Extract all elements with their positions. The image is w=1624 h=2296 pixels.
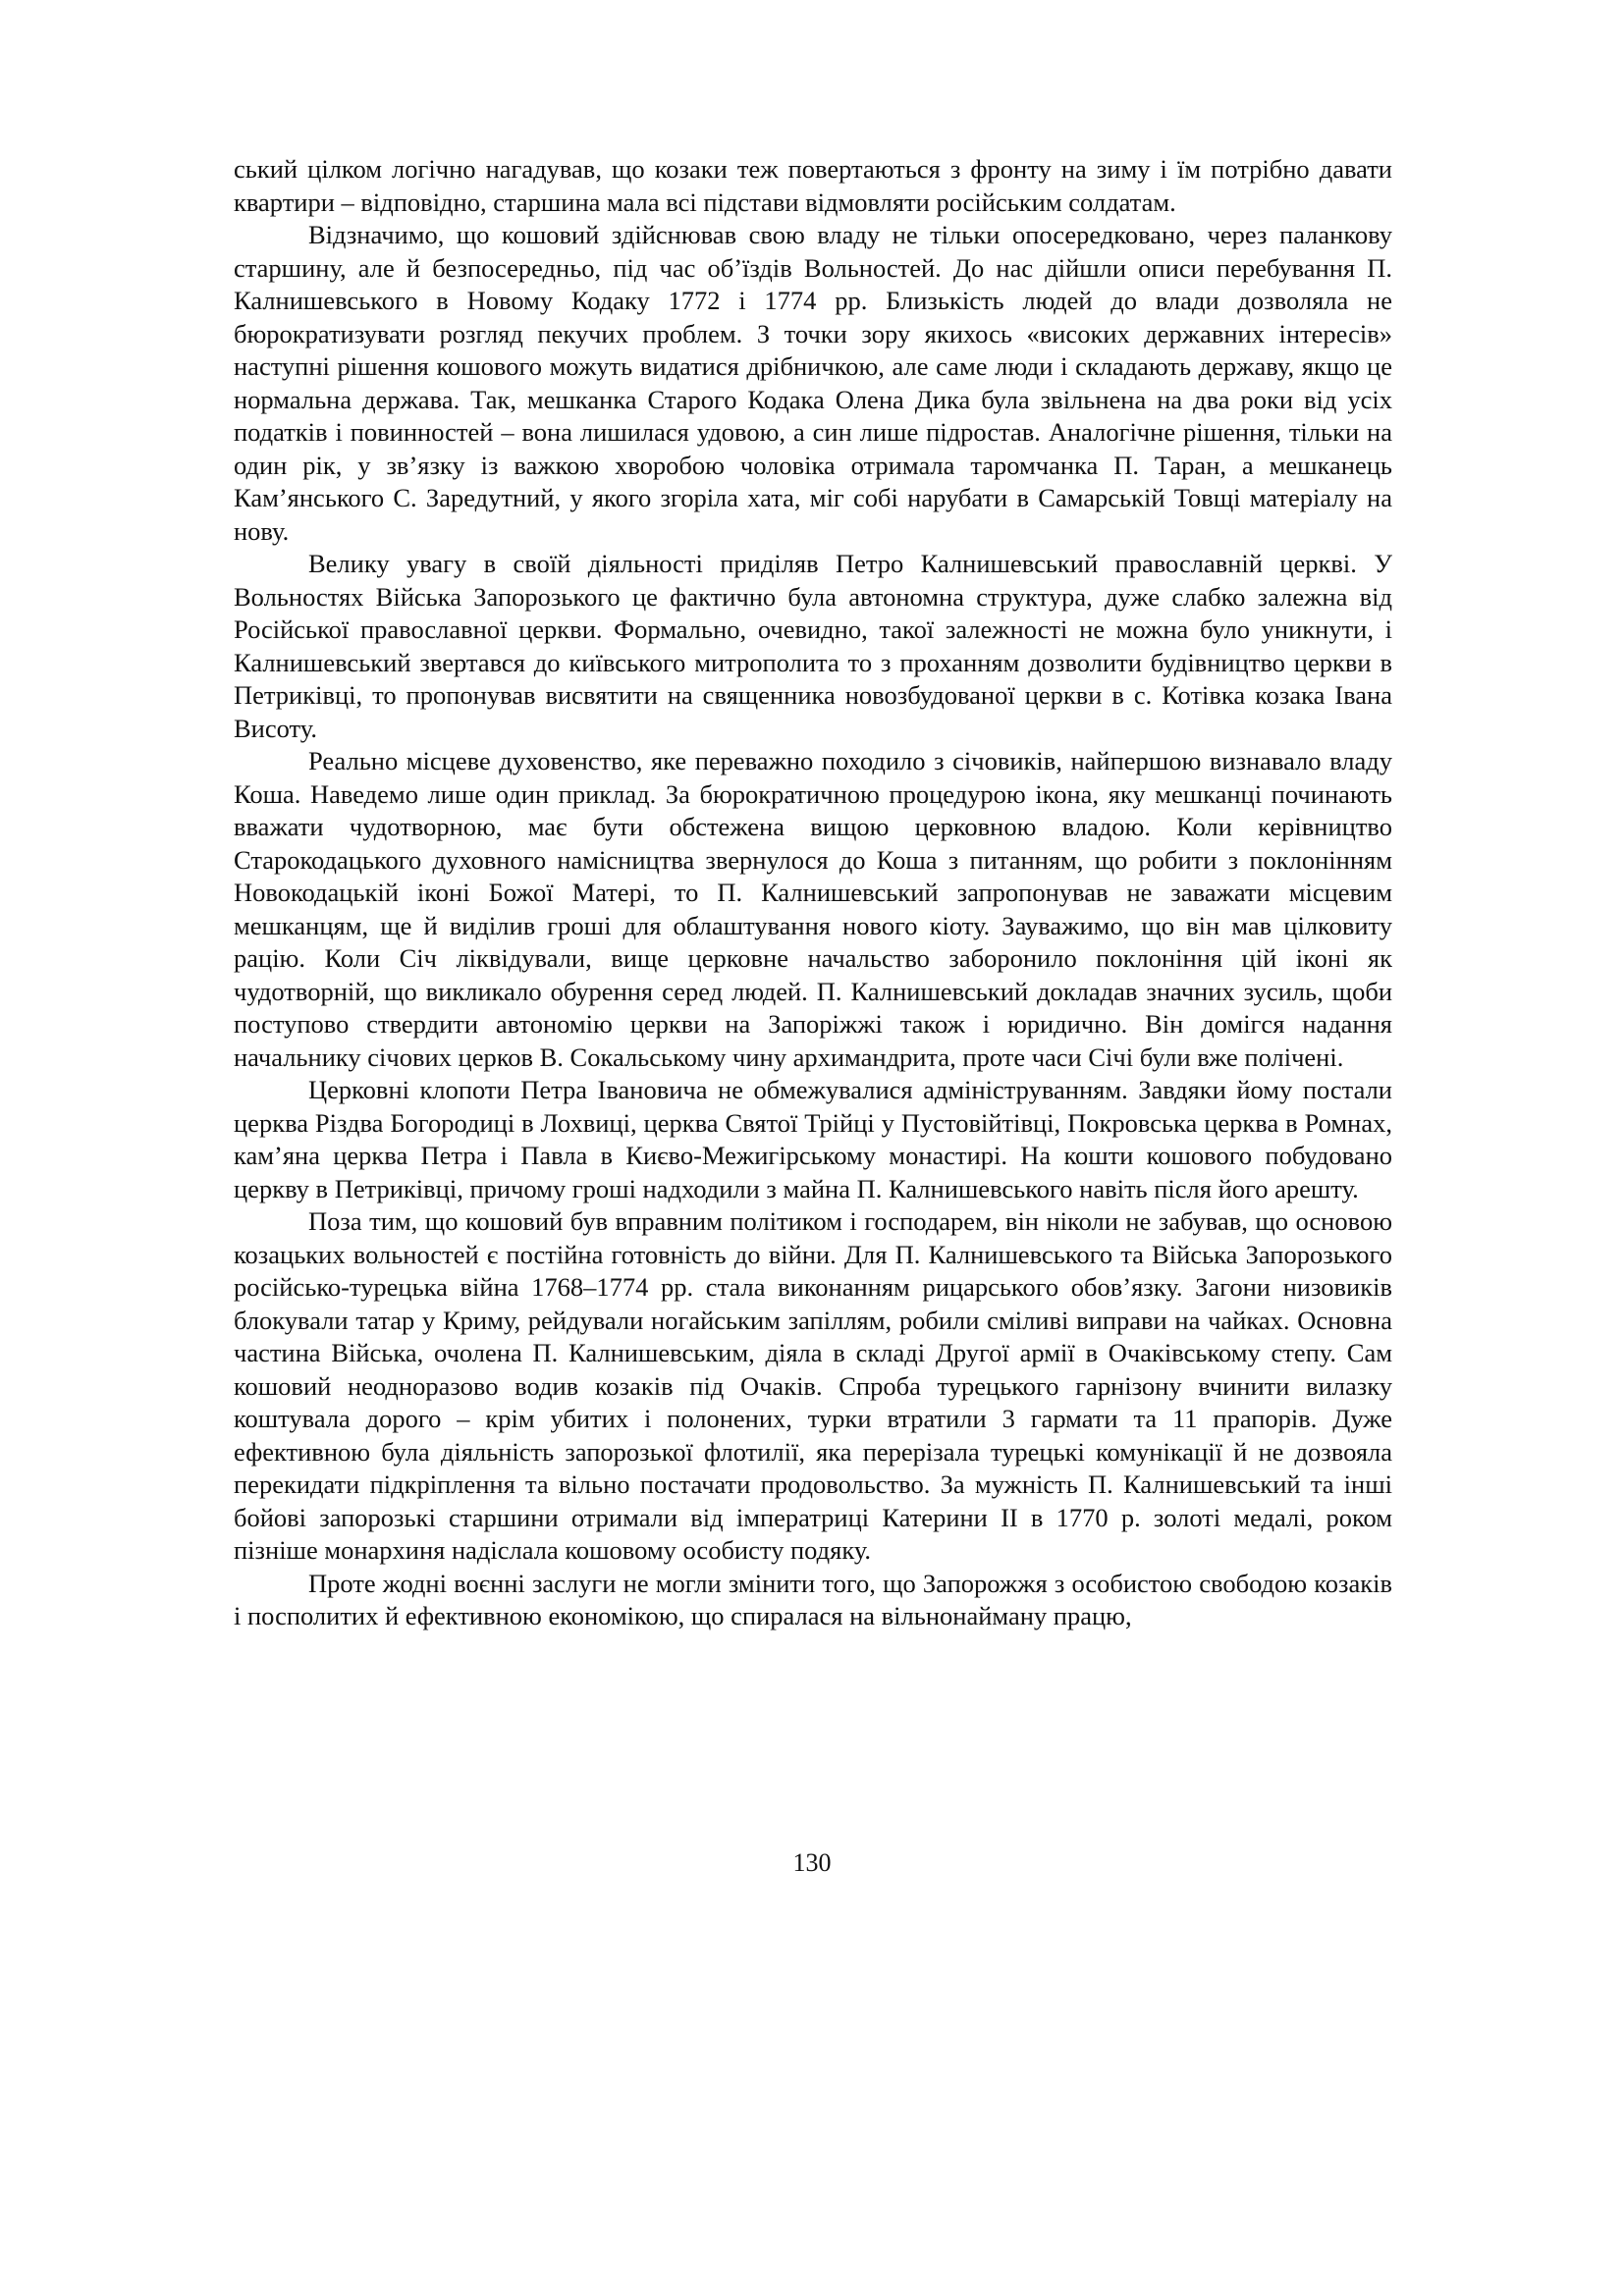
page-body [234, 153, 1392, 1633]
paragraph-war: Поза тим, що кошовий був вправним політиком і господарем, він ніколи не забував, що основою козацьких вольностей є постійна готовність до війни. Для П. Калнишевського та Війська Запорозького російсько-турецька війна 1768–1774 рр. стала виконанням рицарського обов’язку. Загони низовиків блокували татар у Криму, рейдували ногайським запіллям, робили сміливі виправи на чайках. Основна частина Війська, очолена П. Калнишевським, діяла в складі Другої армії в Очаківському степу. Сам кошовий неодноразово водив козаків під Очаків. Спроба турецького гарнізону вчинити вилазку коштувала дорого – крім убитих і полонених, турки втратили 3 гармати та 11 прапорів. Дуже ефективною була діяльність запорозької флотилії, яка перерізала турецькі комунікації й не дозвояла перекидати підкріплення та вільно постачати продовольство. За мужність П. Калнишевський та інші бойові запорозькі старшини отримали від імператриці Катерини II в 1770 р. золоті медалі, роком пізніше монархиня надіслала кошовому особисту подяку. [234, 1206, 1392, 1565]
paragraph-continued: ський цілком логічно нагадував, що козаки теж повертаються з фронту на зиму і їм потрібно давати квартири – відповідно, старшина мала всі підстави відмовляти російським солдатам. [234, 154, 1392, 217]
paragraph-koshovyi-authority: Відзначимо, що кошовий здійснював свою владу не тільки опосередковано, через паланкову старшину, але й безпосередньо, під час об’їздів Вольностей. До нас дійшли описи перебування П. Калнишевського в Новому Кодаку 1772 і 1774 рр. Близькість людей до влади дозволяла не бюрократизувати розгляд пекучих проблем. З точки зору якихось «високих державних інтересів» наступні рішення кошового можуть видатися дрібничкою, але саме люди і складають державу, якщо це нормальна держава. Так, мешканка Старого Кодака Олена Дика була звільнена на два роки від усіх податків і повинностей – вона лишилася удовою, а син лише підростав. Аналогічне рішення, тільки на один рік, у зв’язку із важкою хворобою чоловіка отримала таромчанка П. Таран, а мешканець Кам’янського С. Заредутний, у якого згоріла хата, міг собі нарубати в Самарській Товщі матеріалу на нову. [234, 220, 1392, 546]
paragraph-church-building: Церковні клопоти Петра Івановича не обмежувалися адмініструванням. Завдяки йому постали церква Різдва Богородиці в Лохвиці, церква Святої Трійці у Пустовійтівці, Покровська церква в Ромнах, кам’яна церква Петра і Павла в Києво-Межигірському монастирі. На кошти кошового побудовано церкву в Петриківці, причому гроші надходили з майна П. Калнишевського навіть після його арешту. [234, 1075, 1392, 1203]
paragraph-orthodox-church: Велику увагу в своїй діяльності приділяв Петро Калнишевський православній церкві. У Вольностях Війська Запорозького це фактично була автономна структура, дуже слабко залежна від Російської православної церкви. Формально, очевидно, такої залежності не можна було уникнути, і Калнишевський звертався до київського митрополита то з проханням дозволити будівництво церкви в Петриківці, то пропонував висвятити на священника новозбудованої церкви в с. Котівка козака Івана Висоту. [234, 549, 1392, 743]
paragraph-military-merits: Проте жодні воєнні заслуги не могли змінити того, що Запорожжя з особистою свободою козаків і посполитих й ефективною економікою, що спиралася на вільнонайману працю, [234, 1568, 1392, 1630]
page-number: 130 [792, 1848, 832, 1877]
paragraph-clergy: Реально місцеве духовенство, яке переважно походило з січовиків, найпершою визнавало владу Коша. Наведемо лише один приклад. За бюрократичною процедурою ікона, яку мешканці починають вважати чудотворною, має бути обстежена вищою церковною владою. Коли керівництво Старокодацького духовного намісництва звернулося до Коша з питанням, що робити з поклонінням Новокодацькій іконі Божої Матері, то П. Калнишевський запропонував не заважати місцевим мешканцям, ще й виділив гроші для облаштування нового кіоту. Зауважимо, що він мав цілковиту рацію. Коли Січ ліквідували, вище церковне начальство заборонило поклоніння цій іконі як чудотворній, що викликало обурення серед людей. П. Калнишевський докладав значних зусиль, щоби поступово ствердити автономію церкви на Запоріжжі також і юридично. Він домігся надання начальнику січових церков В. Сокальському чину архимандрита, проте часи Січі були вже полічені. [234, 746, 1392, 1072]
